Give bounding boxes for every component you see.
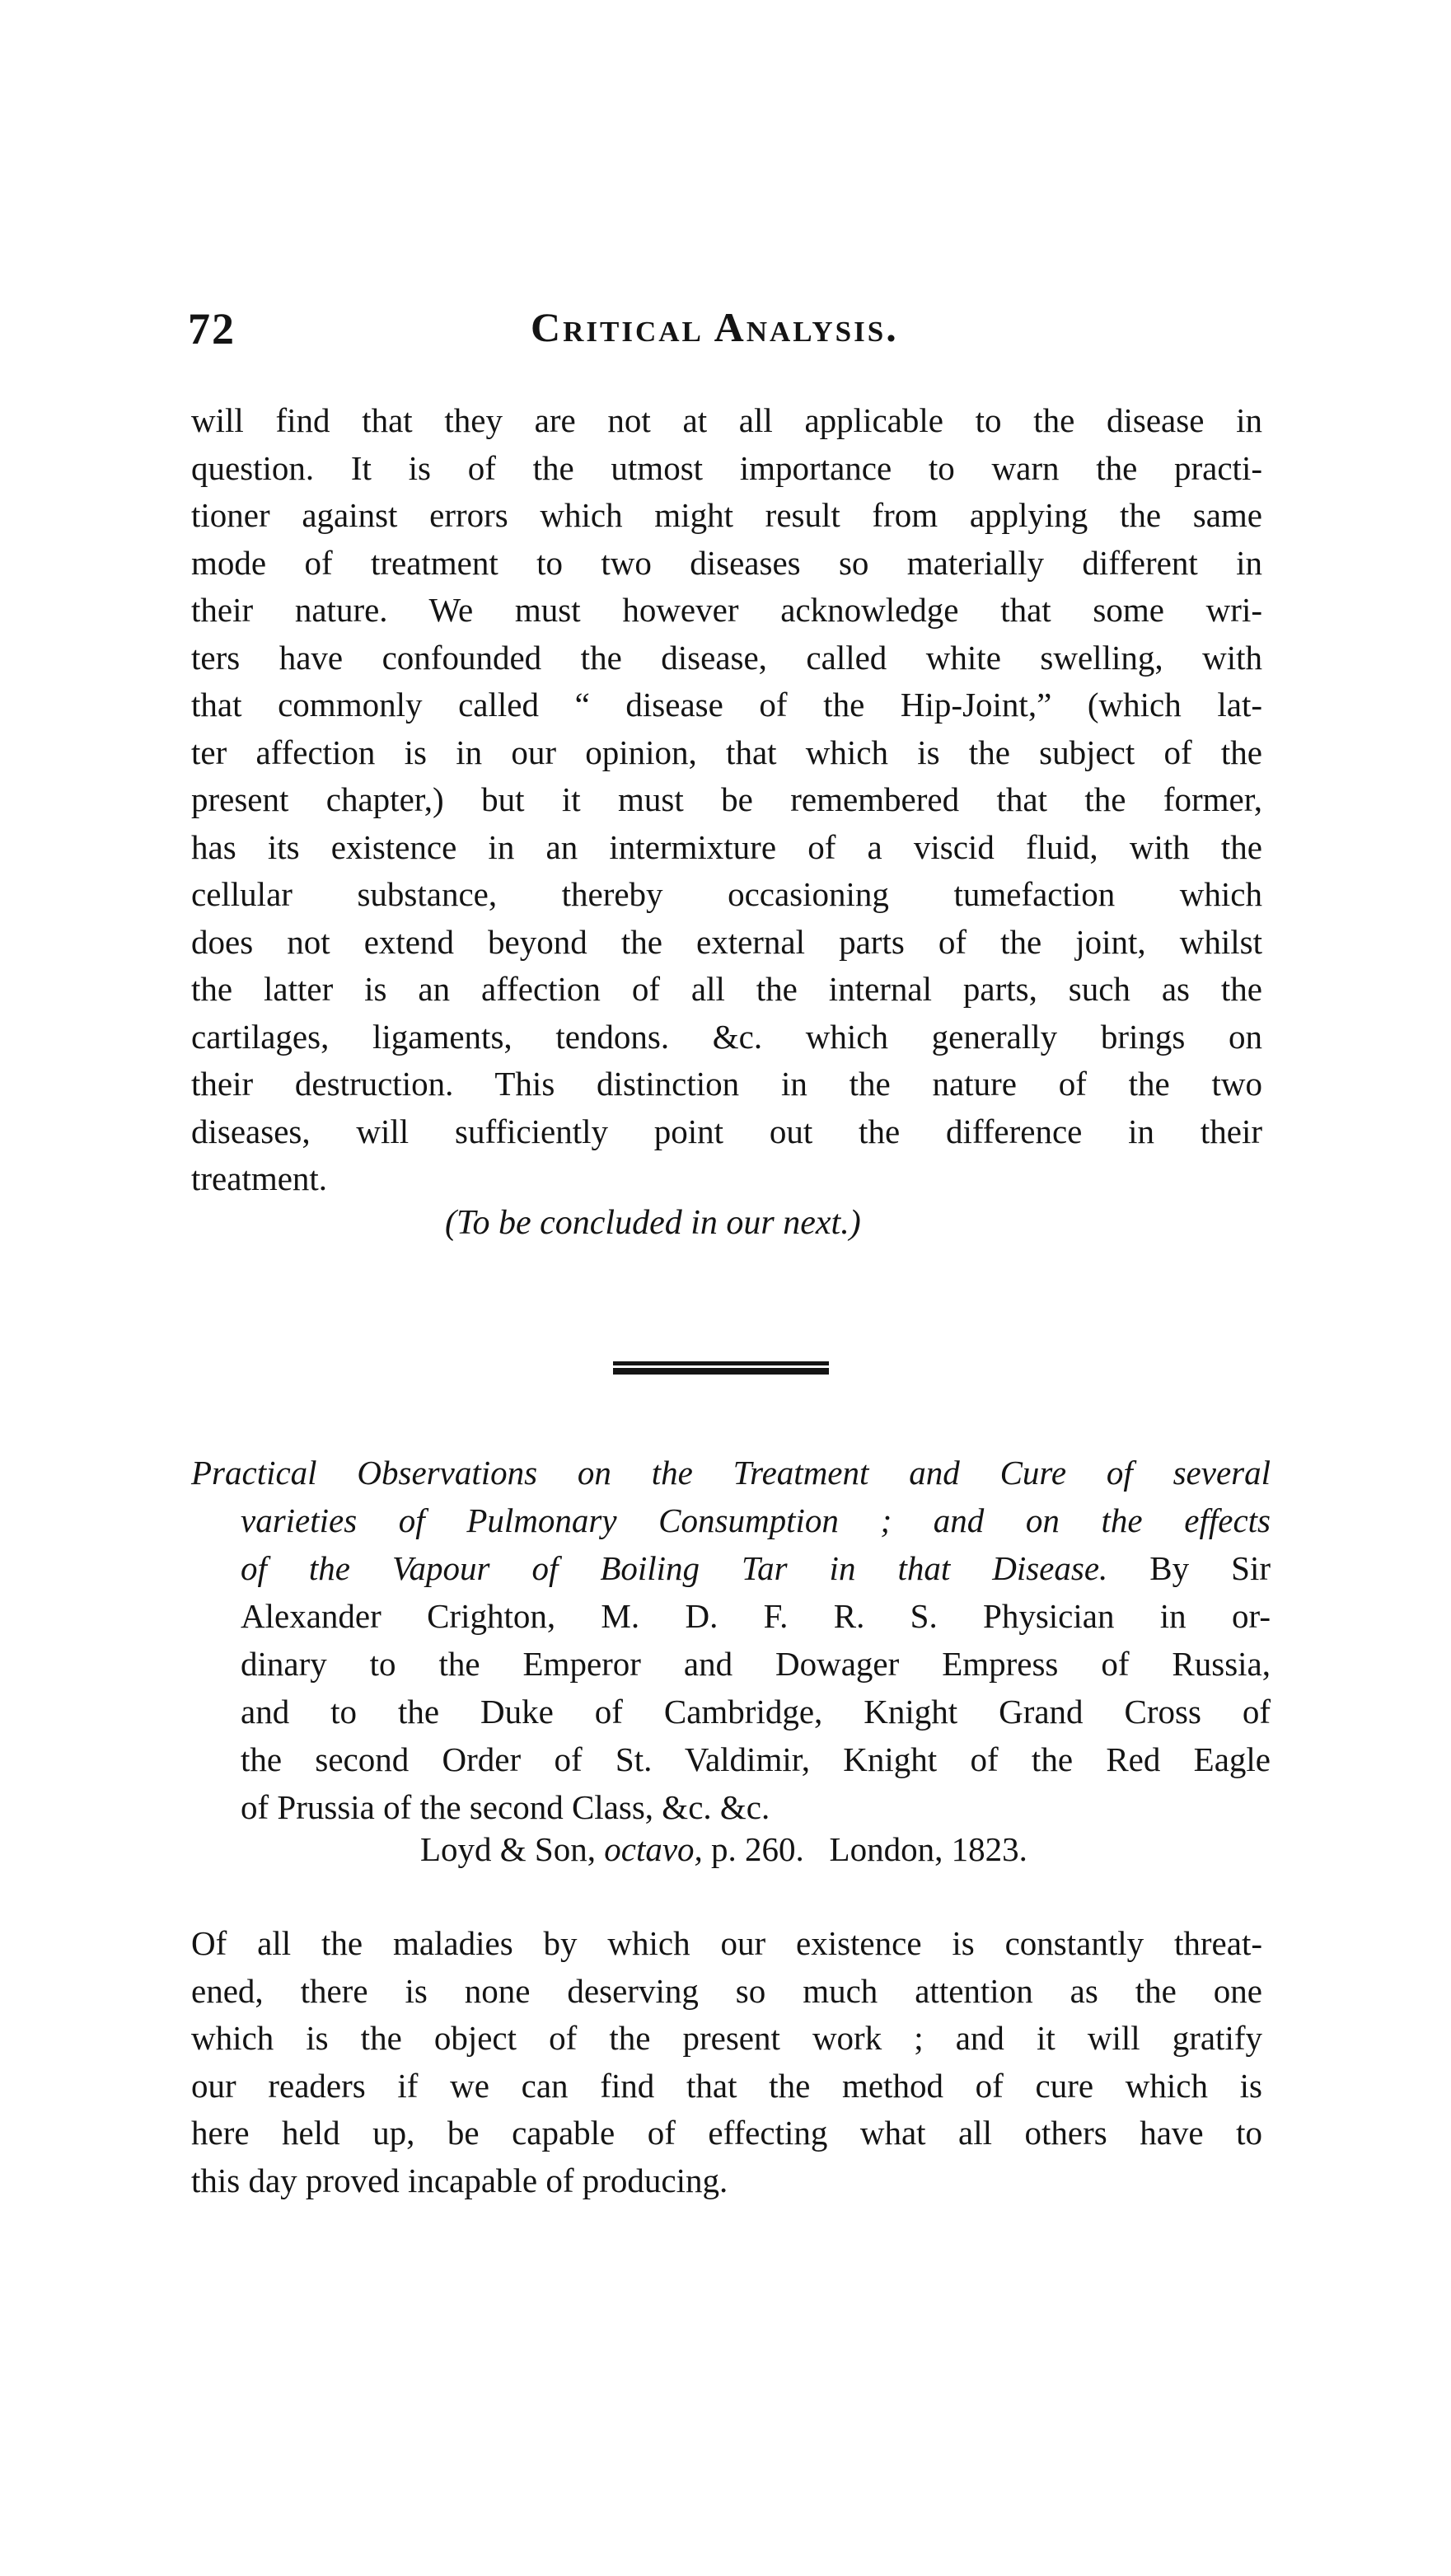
place-and-date: London, 1823.: [829, 1830, 1027, 1868]
text-line: tioner against errors which might result from applying the same: [191, 496, 1262, 534]
text-line: ened, there is none deserving so much attention as the one: [191, 1971, 1262, 2010]
text-line: here held up, be capable of effecting what all others have to: [191, 2114, 1262, 2152]
text-line: ters have confounded the disease, called white swelling, with: [191, 638, 1262, 677]
heading-line: [191, 1496, 1271, 1544]
review-heading: [191, 1449, 1271, 1831]
text-line: our readers if we can find that the method of cure which is: [191, 2066, 1262, 2105]
text-line: which is the object of the present work ; and it will gratify: [191, 2019, 1262, 2057]
text-line: question. It is of the utmost importance to warn the practi-: [191, 448, 1262, 487]
text-line: will find that they are not at all applicable to the disease in: [191, 401, 1262, 439]
heading-line: dinary to the Emperor and Dowager Empress of Russia,: [241, 1645, 1271, 1683]
continuation-paragraph: [191, 397, 1262, 1203]
page-number: 72: [188, 304, 236, 354]
author-line: Alexander Crighton, M. D. F. R. S. Physician in or-: [241, 1597, 1271, 1635]
book-title-part: varieties of Pulmonary Consumption ; and on the effects: [241, 1501, 1271, 1539]
by-label: By Sir: [1149, 1549, 1271, 1587]
to-be-concluded-note: (To be concluded in our next.): [445, 1204, 861, 1242]
imprint-line: [420, 1829, 1027, 1869]
heading-line: the second Order of St. Valdimir, Knight of the Red Eagle: [241, 1740, 1271, 1778]
page-count: p. 260.: [711, 1830, 804, 1868]
text-line: ter affection is in our opinion, that which is the subject of the: [191, 733, 1262, 771]
text-line: the latter is an affection of all the internal parts, such as the: [191, 970, 1262, 1008]
book-format: octavo,: [604, 1830, 703, 1868]
heading-line: [191, 1544, 1271, 1592]
text-line: diseases, will sufficiently point out the difference in their: [191, 1112, 1262, 1150]
text-line: mode of treatment to two diseases so materially different in: [191, 543, 1262, 582]
section-divider-rule: [613, 1361, 829, 1376]
heading-line: [191, 1449, 1271, 1496]
text-line: has its existence in an intermixture of a viscid fluid, with the: [191, 827, 1262, 866]
rule-thin-bar: [613, 1361, 829, 1365]
text-line: that commonly called “ disease of the Hip-Joint,” (which lat-: [191, 686, 1262, 724]
review-body-paragraph: [191, 1920, 1262, 2204]
text-line: Of all the maladies by which our existence is constantly threat-: [191, 1924, 1262, 1962]
text-line: their nature. We must however acknowledge that some wri-: [191, 591, 1262, 629]
text-line: present chapter,) but it must be remembered that the former,: [191, 780, 1262, 818]
text-line: cellular substance, thereby occasioning tumefaction which: [191, 875, 1262, 913]
heading-line: and to the Duke of Cambridge, Knight Grand Cross of: [241, 1693, 1271, 1731]
heading-line: of Prussia of the second Class, &c. &c.: [241, 1788, 770, 1826]
text-line: this day proved incapable of producing.: [191, 2161, 728, 2199]
book-title-part: Practical Observations on the Treatment and Cure of several: [191, 1454, 1271, 1492]
book-title-part: of the Vapour of Boiling Tar in that Disease.: [241, 1549, 1108, 1587]
text-line: does not extend beyond the external parts of the joint, whilst: [191, 922, 1262, 961]
text-line: their destruction. This distinction in the nature of the two: [191, 1065, 1262, 1103]
heading-line: [191, 1592, 1271, 1640]
publisher: Loyd & Son,: [420, 1830, 596, 1868]
running-header: [188, 303, 1267, 361]
running-title: Critical Analysis.: [531, 304, 899, 350]
text-line: cartilages, ligaments, tendons. &c. which generally brings on: [191, 1017, 1262, 1056]
rule-thick-bar: [613, 1368, 829, 1375]
text-line: treatment.: [191, 1159, 328, 1197]
